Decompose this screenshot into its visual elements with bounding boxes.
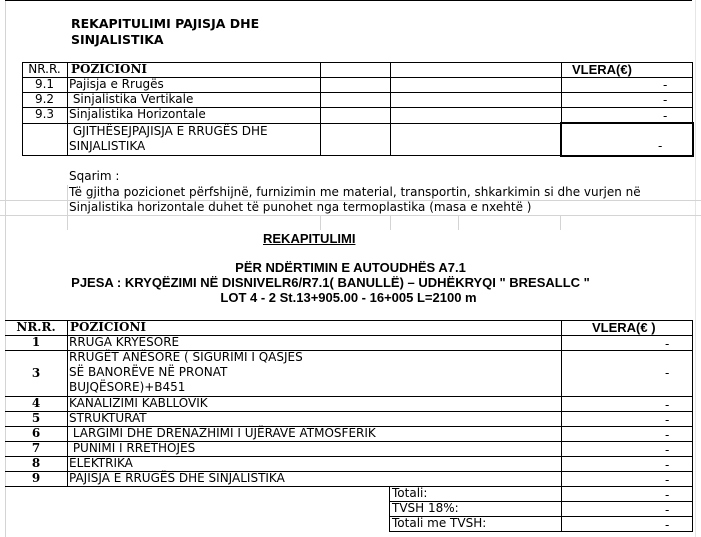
row-vlera: -: [665, 428, 670, 442]
row-vlera: -: [665, 337, 670, 351]
row-pozicioni-line2: SË BANORËVE NË PRONAT: [69, 365, 228, 379]
row-vlera: -: [663, 109, 668, 123]
row-pozicioni: STRUKTURAT: [69, 411, 147, 425]
table1-border: [390, 62, 391, 156]
section2-subtitle1: PËR NDËRTIMIN E AUTOUDHËS A7.1: [235, 260, 466, 275]
total-label-line1: GJITHËSEJPAJISJA E RRUGËS DHE: [69, 124, 268, 138]
total-value-cell[interactable]: [560, 122, 694, 157]
row-nr: 3: [31, 366, 41, 380]
totals-label: Totali me TVSH:: [392, 516, 487, 530]
row-vlera: -: [665, 443, 670, 457]
row-pozicioni: KANALIZIMI KABLLOVIK: [69, 396, 208, 410]
row-vlera: -: [665, 458, 670, 472]
totals-value: -: [665, 488, 670, 502]
row-pozicioni: Pajisja e Rrugës: [69, 77, 164, 91]
row-pozicioni: ELEKTRIKA: [69, 456, 133, 470]
sheet-gridline: [320, 215, 321, 230]
row-nr: 9: [31, 471, 41, 485]
totals-value: -: [665, 503, 670, 517]
table1-header-vlera: VLERA(€): [572, 62, 632, 77]
sheet-gridline: [67, 185, 68, 230]
sheet-gridline: [0, 215, 701, 216]
section1-title-line1: REKAPITULIMI PAJISJA DHE: [71, 16, 260, 31]
row-vlera: -: [665, 366, 670, 380]
table2-header-pozicioni: POZICIONI: [70, 320, 147, 334]
row-pozicioni: PUNIMI I RRETHOJES: [69, 441, 196, 455]
totals-value: -: [665, 518, 670, 532]
section1-title: [71, 16, 259, 48]
table2-border: [5, 486, 693, 487]
section2-subtitle2: PJESA : KRYQËZIMI NË DISNIVELR6/R7.1( BANULLË) – UDHËKRYQI " BRESALLC ": [71, 275, 590, 290]
row-nr: 5: [31, 411, 41, 425]
top-border: [5, 0, 692, 1]
row-vlera: -: [665, 413, 670, 427]
row-nr: 9.3: [34, 107, 55, 121]
note-line2: Sinjalistika horizontale duhet të punohet nga termoplastika (masa e nxehtë ): [69, 200, 532, 214]
table1-border: [67, 62, 68, 156]
table1-header-pozicioni: POZICIONI: [71, 62, 148, 76]
sheet-gridline: [458, 215, 459, 230]
section2-subtitle3: LOT 4 - 2 St.13+905.00 - 16+005 L=2100 m: [220, 290, 477, 305]
totals-border: [389, 486, 390, 532]
sheet-gridline: [560, 215, 561, 230]
row-vlera: -: [663, 78, 668, 92]
row-vlera: -: [665, 398, 670, 412]
row-nr: 7: [31, 441, 41, 455]
totals-label: Totali:: [392, 486, 428, 500]
row-pozicioni: Sinjalistika Horizontale: [69, 107, 206, 121]
row-nr: 9.1: [34, 77, 55, 91]
section1-title-line2: SINJALISTIKA: [71, 32, 164, 47]
row-pozicioni: RRUGA KRYESORE: [69, 335, 180, 349]
row-pozicioni-line3: BUJQËSORE)+B451: [69, 380, 186, 394]
row-pozicioni: PAJISJA E RRUGËS DHE SINJALISTIKA: [69, 471, 285, 485]
table2-header-vlera: VLERA(€ ): [592, 320, 656, 335]
totals-label: TVSH 18%:: [392, 501, 459, 515]
total-label-line2: SINJALISTIKA: [69, 139, 146, 153]
row-pozicioni: LARGIMI DHE DRENAZHIMI I UJËRAVE ATMOSFERIK: [69, 426, 376, 440]
section2-title: REKAPITULIMI: [263, 231, 356, 246]
row-nr: 1: [31, 335, 41, 349]
row-nr: 9.2: [34, 92, 55, 106]
row-pozicioni: Sinjalistika Vertikale: [69, 92, 194, 106]
row-nr: 8: [31, 456, 41, 470]
table2-header-nr: NR.R.: [16, 320, 56, 334]
row-vlera: -: [663, 93, 668, 107]
row-nr: 6: [31, 426, 41, 440]
table1-header-nr: NR.R.: [28, 62, 61, 76]
row-pozicioni-line1: RRUGËT ANËSORE ( SIGURIMI I QASJES: [69, 350, 303, 364]
note-heading: Sqarim :: [69, 169, 120, 183]
total-value: -: [658, 139, 663, 153]
table2-border: [67, 320, 68, 487]
row-nr: 4: [31, 396, 41, 410]
row-vlera: -: [665, 473, 670, 487]
table1-border: [320, 62, 321, 156]
note-line1: Të gjitha pozicionet përfshijnë, furnizimin me material, transportin, shkarkimin si dhe vurjen në: [69, 185, 641, 199]
totals-border: [389, 531, 693, 532]
sheet-gridline: [390, 215, 391, 230]
